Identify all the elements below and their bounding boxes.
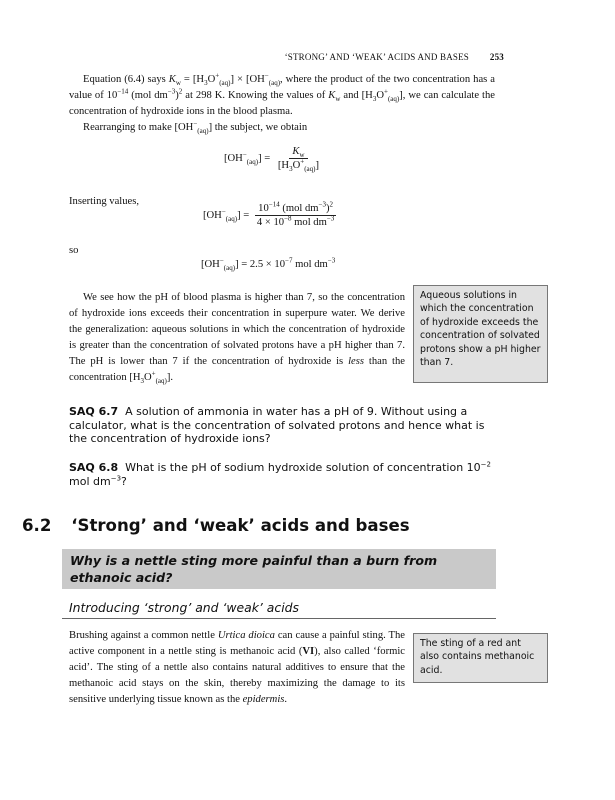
saq-6-8-label: SAQ 6.8: [69, 461, 119, 474]
subheading-rule: [62, 618, 496, 619]
question-box: Why is a nettle sting more painful than a burn from ethanoic acid?: [62, 549, 496, 589]
page-number: 253: [489, 52, 504, 62]
intro-text: [69, 72, 495, 136]
section-heading: [22, 516, 410, 535]
nettle-paragraph: Brushing against a common nettle Urtica dioica can cause a painful sting. The active component in a nettle sting is methanoic acid (VI), also called ‘formic acid’. The sting of a nettle also contains natural additives to ensure that the methanoic acid stays on the skin, thereby maximizing the damage to its sensitive underlying tissue known as the epidermis.: [69, 630, 405, 705]
blood-plasma-paragraph: We see how the pH of blood plasma is higher than 7, so the concentration of hydroxide ions exceeds their concentration in superpure water. We derive the generalization: aqueous solutions in which the concentration of hydroxide is greater than the concentration of solvated protons have a pH higher than 7. The pH is lower than 7 if the concentration of hydroxide is less than the concentration $[H_3O^+_{(aq)}]$.: [69, 292, 405, 386]
saq-6-7-label: SAQ 6.7: [69, 405, 119, 418]
intro-paragraph-2: Rearranging to make $[OH^-_{(aq)}]$ the subject, we obtain: [83, 119, 308, 136]
saq-6-8-text: What is the pH of sodium hydroxide solution of concentration $10^{-2}$ mol $dm^{-3}$?: [69, 460, 491, 488]
equation-values-inserted: $[OH^-_{(aq)}]$ = $\frac{10^{-14} (mol dm^{-3})^2}{4 \times 10^{-8} mol dm^{-3}}$: [203, 203, 339, 228]
running-title: ‘STRONG’ AND ‘WEAK’ ACIDS AND BASES: [284, 52, 469, 62]
fraction-values: $\frac{10^{-14} (mol dm^{-3})^2}{4 \times 10^{-8} mol dm^{-3}}$: [256, 200, 335, 228]
subheading-strong-weak: Introducing ‘strong’ and ‘weak’ acids: [69, 600, 299, 615]
equation-oh-rearranged: $[OH^-_{(aq)}]$ = $\frac{K_w}{[H_3O^+_{(aq)}]}$: [224, 146, 324, 171]
margin-note-aqueous: Aqueous solutions in which the concentration of hydroxide exceeds the concentration of solvated protons show a pH higher than 7.: [413, 285, 548, 383]
section-title: ‘Strong’ and ‘weak’ acids and bases: [71, 516, 410, 535]
saq-6-7: [69, 405, 503, 446]
fraction-kw-over-h3o: $\frac{K_w}{[H_3O^+_{(aq)}]}$: [277, 146, 319, 174]
saq-6-7-text: A solution of ammonia in water has a pH of 9. Without using a calculator, what is the concentration of solvated protons and hence what is the concentration of hydroxide ions?: [69, 405, 485, 446]
margin-note-red-ant: The sting of a red ant also contains methanoic acid.: [413, 633, 548, 683]
intro-paragraph-1: Equation (6.4) says $K_w = [H_3O^+_{(aq)}] \times [OH^-_{(aq)}$, where the product of the two concentration has a value of $10^{-14}$ (mol $dm^{-3})^2$ at 298 K. Knowing the values of $K_w$ and $[H_3O^+_{(aq)}]$, we can calculate the concentration of hydroxide ions in the blood plasma.: [69, 71, 495, 117]
section-number: 6.2: [22, 516, 52, 535]
saq-6-8: [69, 461, 503, 488]
equation-oh-result: $[OH^-_{(aq)}] = 2.5 \times 10^{-7}$ mol $dm^{-3}$: [201, 256, 336, 273]
label-inserting-values: Inserting values,: [69, 196, 140, 207]
label-so: so: [69, 245, 79, 256]
